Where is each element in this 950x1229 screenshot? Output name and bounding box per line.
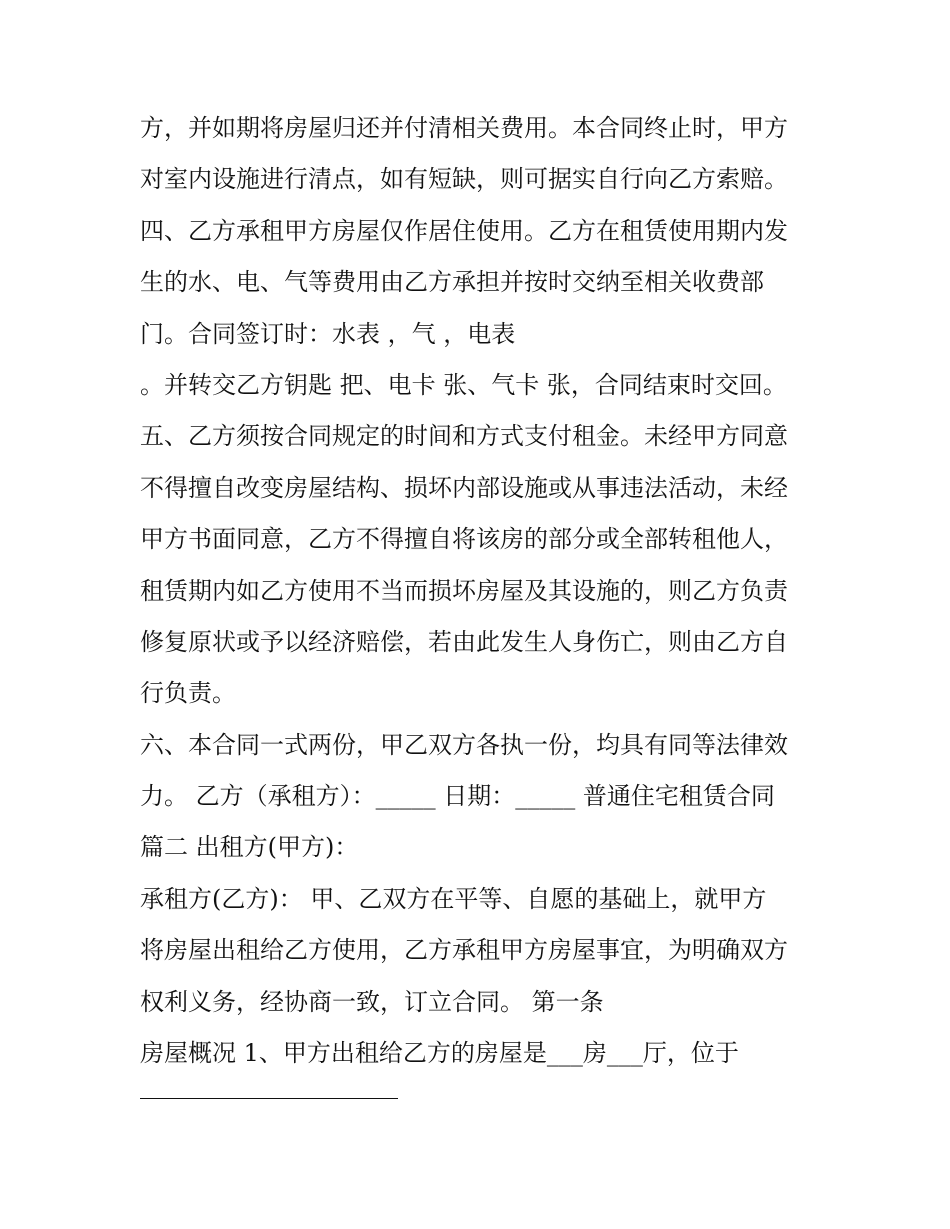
text-line: 五、乙方须按合同规定的时间和方式支付租金。未经甲方同意 xyxy=(140,422,788,451)
text-line: 权利义务，经协商一致，订立合同。 第一条 xyxy=(140,987,604,1016)
text-line: 对室内设施进行清点，如有短缺，则可据实自行向乙方索赔。 xyxy=(140,165,788,194)
text-line: 行负责。 xyxy=(140,679,236,708)
text-line: 。并转交乙方钥匙 把、电卡 张、气卡 张，合同结束时交回。 xyxy=(140,370,787,399)
text-line: 六、本合同一式两份，甲乙双方各执一份，均具有同等法律效 xyxy=(140,730,788,759)
text-line: 租赁期内如乙方使用不当而损坏房屋及其设施的，则乙方负责 xyxy=(140,576,788,605)
text-line: 方，并如期将房屋归还并付清相关费用。本合同终止时，甲方 xyxy=(140,114,788,142)
text-line: 篇二 出租方(甲方)： xyxy=(140,833,359,862)
text-line: 四、乙方承租甲方房屋仅作居住使用。乙方在租赁使用期内发 xyxy=(140,216,788,245)
text-line: 甲方书面同意，乙方不得擅自将该房的部分或全部转租他人， xyxy=(140,525,788,554)
text-line: 房屋概况 1、甲方出租给乙方的房屋是___房___厅，位于 xyxy=(140,1039,739,1068)
text-line: 修复原状或予以经济赔偿，若由此发生人身伤亡，则由乙方自 xyxy=(140,627,788,656)
text-line: 不得擅自改变房屋结构、损坏内部设施或从事违法活动，未经 xyxy=(140,473,788,502)
text-line: 将房屋出租给乙方使用，乙方承租甲方房屋事宜，为明确双方 xyxy=(140,936,788,965)
text-line: 力。 乙方（承租方）：_____ 日期：_____ 普通住宅租赁合同 xyxy=(140,782,775,811)
text-line: 门。合同签订时：水表 ，气 ，电表 xyxy=(140,319,516,348)
address-blank-underline xyxy=(140,1098,398,1099)
text-line: 承租方(乙方)： 甲、乙双方在平等、自愿的基础上，就甲方 xyxy=(140,884,767,913)
document-body xyxy=(140,103,830,1079)
text-line: 生的水、电、气等费用由乙方承担并按时交纳至相关收费部 xyxy=(140,268,764,297)
